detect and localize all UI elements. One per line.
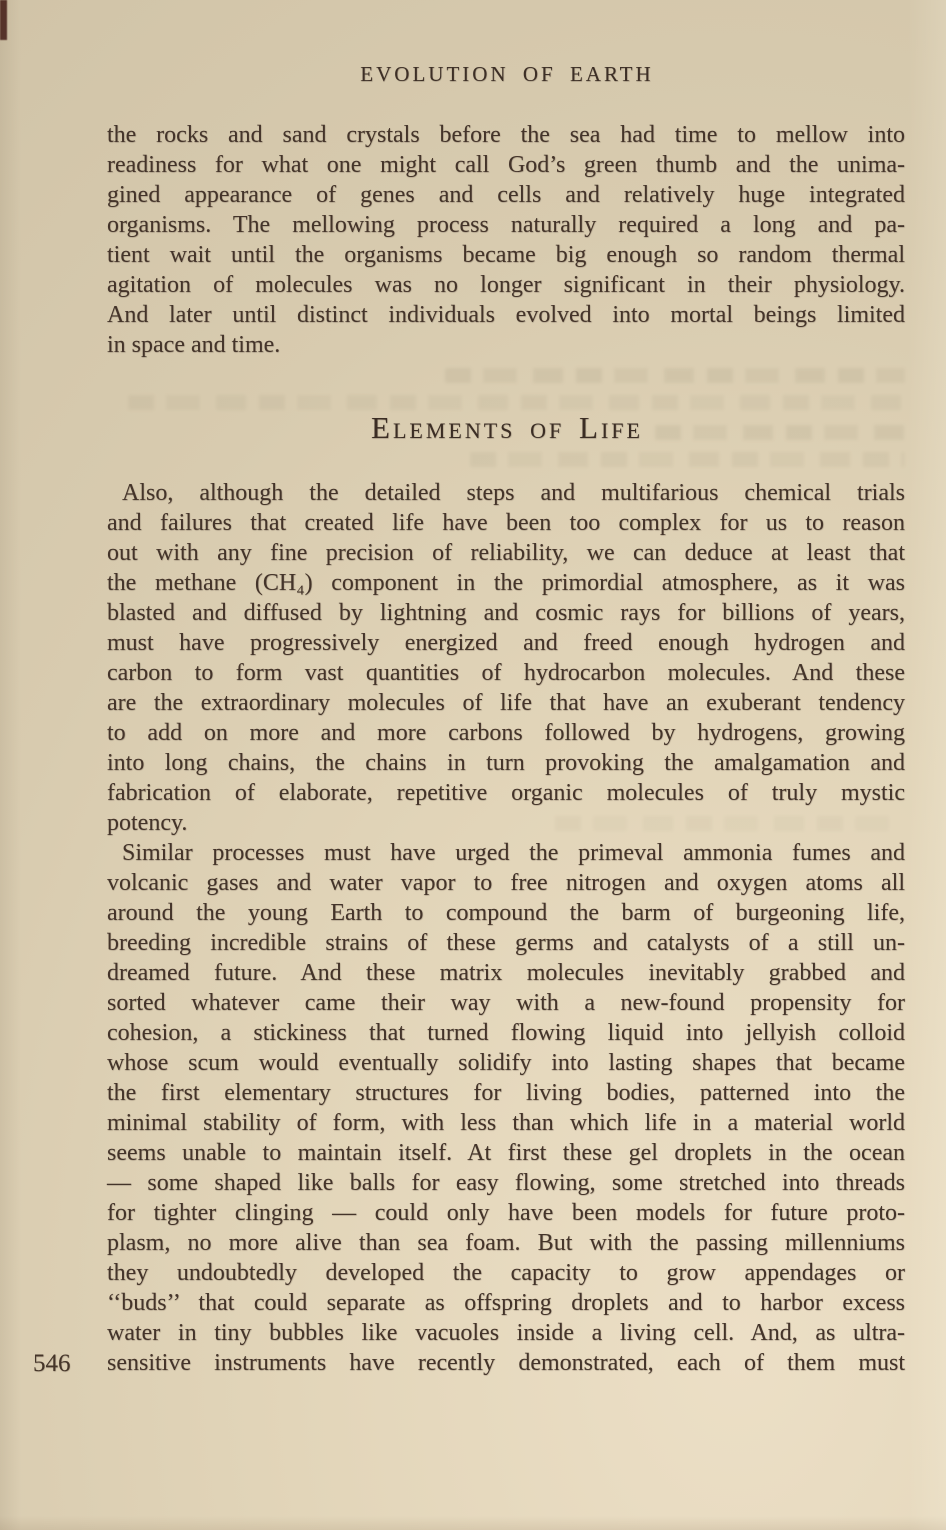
text-line: sorted whatever came their way with a new-found propensity for	[107, 990, 905, 1016]
text-line: out with any fine precision of reliability, we can deduce at least that	[107, 540, 905, 566]
text-line: potency.	[107, 810, 188, 836]
text-line: fabrication of elaborate, repetitive organic molecules of truly mystic	[107, 780, 905, 806]
text-line: carbon to form vast quantities of hydrocarbon molecules. And these	[107, 660, 905, 686]
text-line: around the young Earth to compound the barm of burgeoning life,	[107, 900, 905, 926]
text-line: ‘‘buds’’ that could separate as offspring droplets and to harbor excess	[107, 1290, 905, 1316]
text-line: agitation of molecules was no longer significant in their physiology.	[107, 272, 905, 298]
running-header: EVOLUTION OF EARTH	[360, 62, 654, 86]
text-line: in space and time.	[107, 332, 281, 358]
text-line: tient wait until the organisms became big enough so random thermal	[107, 242, 905, 268]
text-line: into long chains, the chains in turn provoking the amalgamation and	[107, 750, 905, 776]
section-heading: Elements of Life	[371, 410, 643, 445]
paragraph-elements-of-life-2	[107, 838, 905, 1378]
text-line: Also, although the detailed steps and multifarious chemical trials	[122, 480, 905, 506]
text-line: for tighter clinging — could only have been models for future proto-	[107, 1200, 905, 1226]
text-line: — some shaped like balls for easy flowing, some stretched into threads	[107, 1170, 905, 1196]
text-line: and failures that created life have been too complex for us to reason	[107, 510, 905, 536]
text-line: they undoubtedly developed the capacity to grow appendages or	[107, 1260, 905, 1286]
text-line: minimal stability of form, with less than which life in a material world	[107, 1110, 905, 1136]
text-line: Similar processes must have urged the primeval ammonia fumes and	[122, 840, 905, 866]
text-line: cohesion, a stickiness that turned flowing liquid into jellyish colloid	[107, 1020, 905, 1046]
text-line: the rocks and sand crystals before the sea had time to mellow into	[107, 122, 905, 148]
page-number: 546	[33, 1350, 71, 1377]
text-line: And later until distinct individuals evolved into mortal beings limited	[107, 302, 905, 328]
text-line: blasted and diffused by lightning and cosmic rays for billions of years,	[107, 600, 905, 626]
text-line: volcanic gases and water vapor to free nitrogen and oxygen atoms all	[107, 870, 905, 896]
bleed-through-text	[445, 368, 905, 383]
text-line: sensitive instruments have recently demonstrated, each of them must	[107, 1350, 905, 1376]
text-line: readiness for what one might call God’s green thumb and the unima-	[107, 152, 905, 178]
text-line: to add on more and more carbons followed by hydrogens, growing	[107, 720, 905, 746]
text-line: whose scum would eventually solidify into lasting shapes that became	[107, 1050, 905, 1076]
text-line: the methane (CH₄) component in the primordial atmosphere, as it was	[107, 570, 905, 596]
text-line: dreamed future. And these matrix molecules inevitably grabbed and	[107, 960, 905, 986]
text-line: seems unable to maintain itself. At first these gel droplets in the ocean	[107, 1140, 905, 1166]
text-line: breeding incredible strains of these germs and catalysts of a still un-	[107, 930, 905, 956]
scan-edge-mark	[0, 0, 7, 40]
text-line: plasm, no more alive than sea foam. But with the passing millenniums	[107, 1230, 905, 1256]
text-line: water in tiny bubbles like vacuoles inside a living cell. And, as ultra-	[107, 1320, 905, 1346]
text-line: organisms. The mellowing process naturally required a long and pa-	[107, 212, 905, 238]
bleed-through-text	[128, 395, 906, 410]
text-line: the first elementary structures for living bodies, patterned into the	[107, 1080, 905, 1106]
text-line: are the extraordinary molecules of life that have an exuberant tendency	[107, 690, 905, 716]
bleed-through-text	[470, 452, 905, 467]
text-line: gined appearance of genes and cells and relatively huge integrated	[107, 182, 905, 208]
paragraph-elements-of-life-1	[107, 478, 905, 838]
text-line: must have progressively energized and freed enough hydrogen and	[107, 630, 905, 656]
paragraph-continuation	[107, 120, 905, 360]
